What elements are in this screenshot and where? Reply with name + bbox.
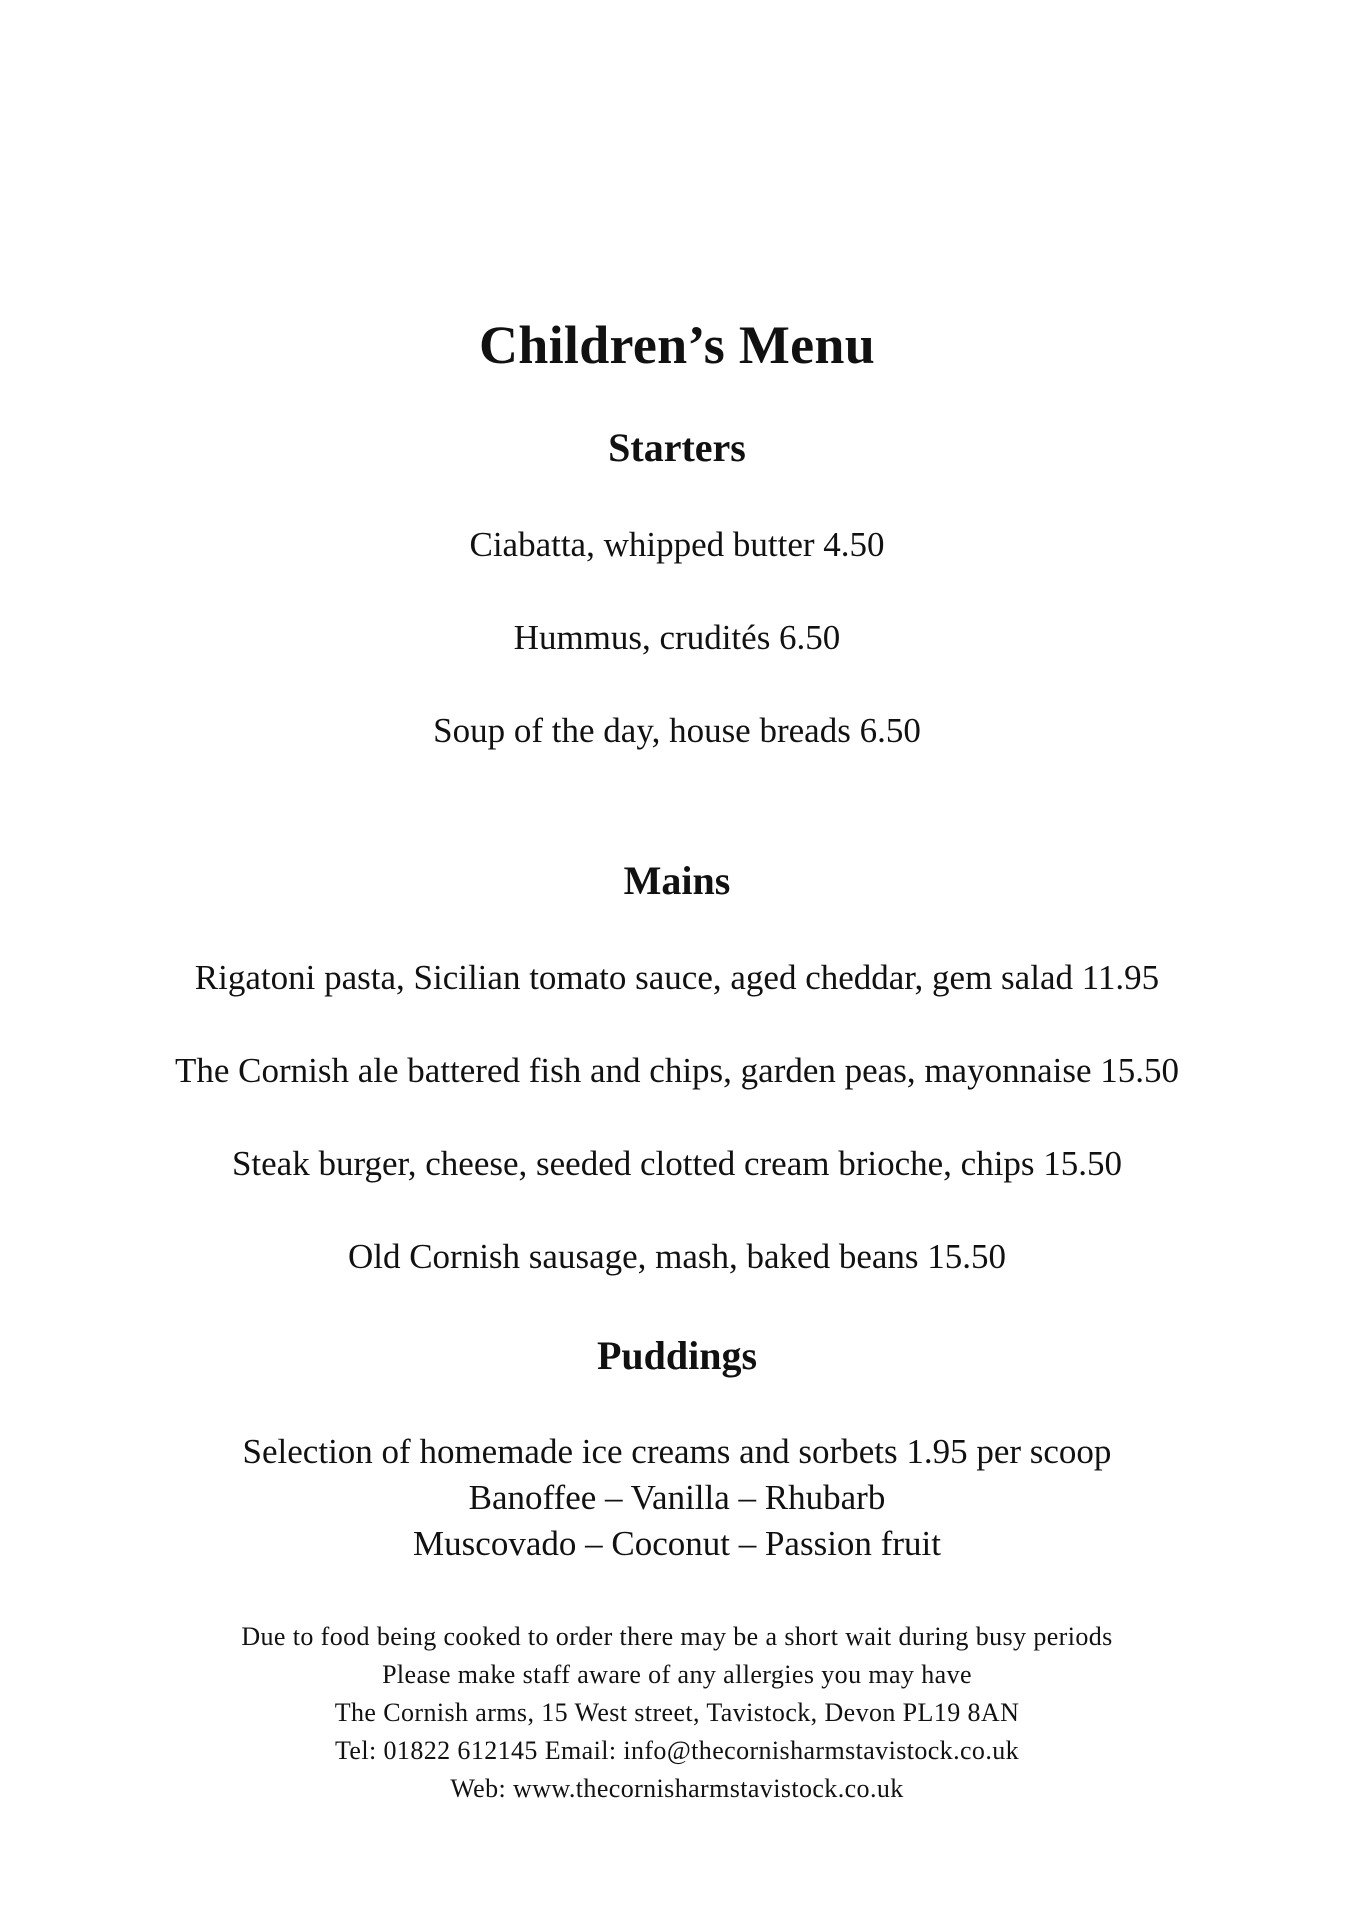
- section-heading-mains: Mains: [623, 858, 731, 903]
- menu-item-main: Steak burger, cheese, seeded clotted cream brioche, chips 15.50: [231, 1144, 1123, 1183]
- menu-item-starter: Soup of the day, house breads 6.50: [433, 711, 921, 750]
- menu-item-pudding-flavours: Muscovado – Coconut – Passion fruit: [413, 1524, 941, 1563]
- menu-item-pudding-flavours: Banoffee – Vanilla – Rhubarb: [468, 1478, 886, 1517]
- menu-item-starter: Hummus, crudités 6.50: [513, 618, 841, 657]
- footer-website: Web: www.thecornisharmstavistock.co.uk: [450, 1774, 904, 1803]
- menu-item-main: The Cornish ale battered fish and chips, garden peas, mayonnaise 15.50: [174, 1051, 1179, 1090]
- page-title: Children’s Menu: [478, 315, 876, 375]
- footer-contact: Tel: 01822 612145 Email: info@thecornisharmstavistock.co.uk: [334, 1736, 1020, 1765]
- footer-note-allergies: Please make staff aware of any allergies you may have: [382, 1660, 972, 1689]
- section-heading-puddings: Puddings: [596, 1333, 758, 1378]
- footer-note-wait-time: Due to food being cooked to order there may be a short wait during busy periods: [241, 1622, 1113, 1651]
- menu-item-pudding: Selection of homemade ice creams and sorbets 1.95 per scoop: [242, 1432, 1112, 1471]
- section-heading-starters: Starters: [608, 425, 746, 470]
- menu-item-main: Old Cornish sausage, mash, baked beans 15.50: [347, 1237, 1007, 1276]
- footer-address: The Cornish arms, 15 West street, Tavistock, Devon PL19 8AN: [334, 1698, 1020, 1727]
- menu-item-starter: Ciabatta, whipped butter 4.50: [469, 525, 885, 564]
- menu-item-main: Rigatoni pasta, Sicilian tomato sauce, aged cheddar, gem salad 11.95: [194, 958, 1160, 997]
